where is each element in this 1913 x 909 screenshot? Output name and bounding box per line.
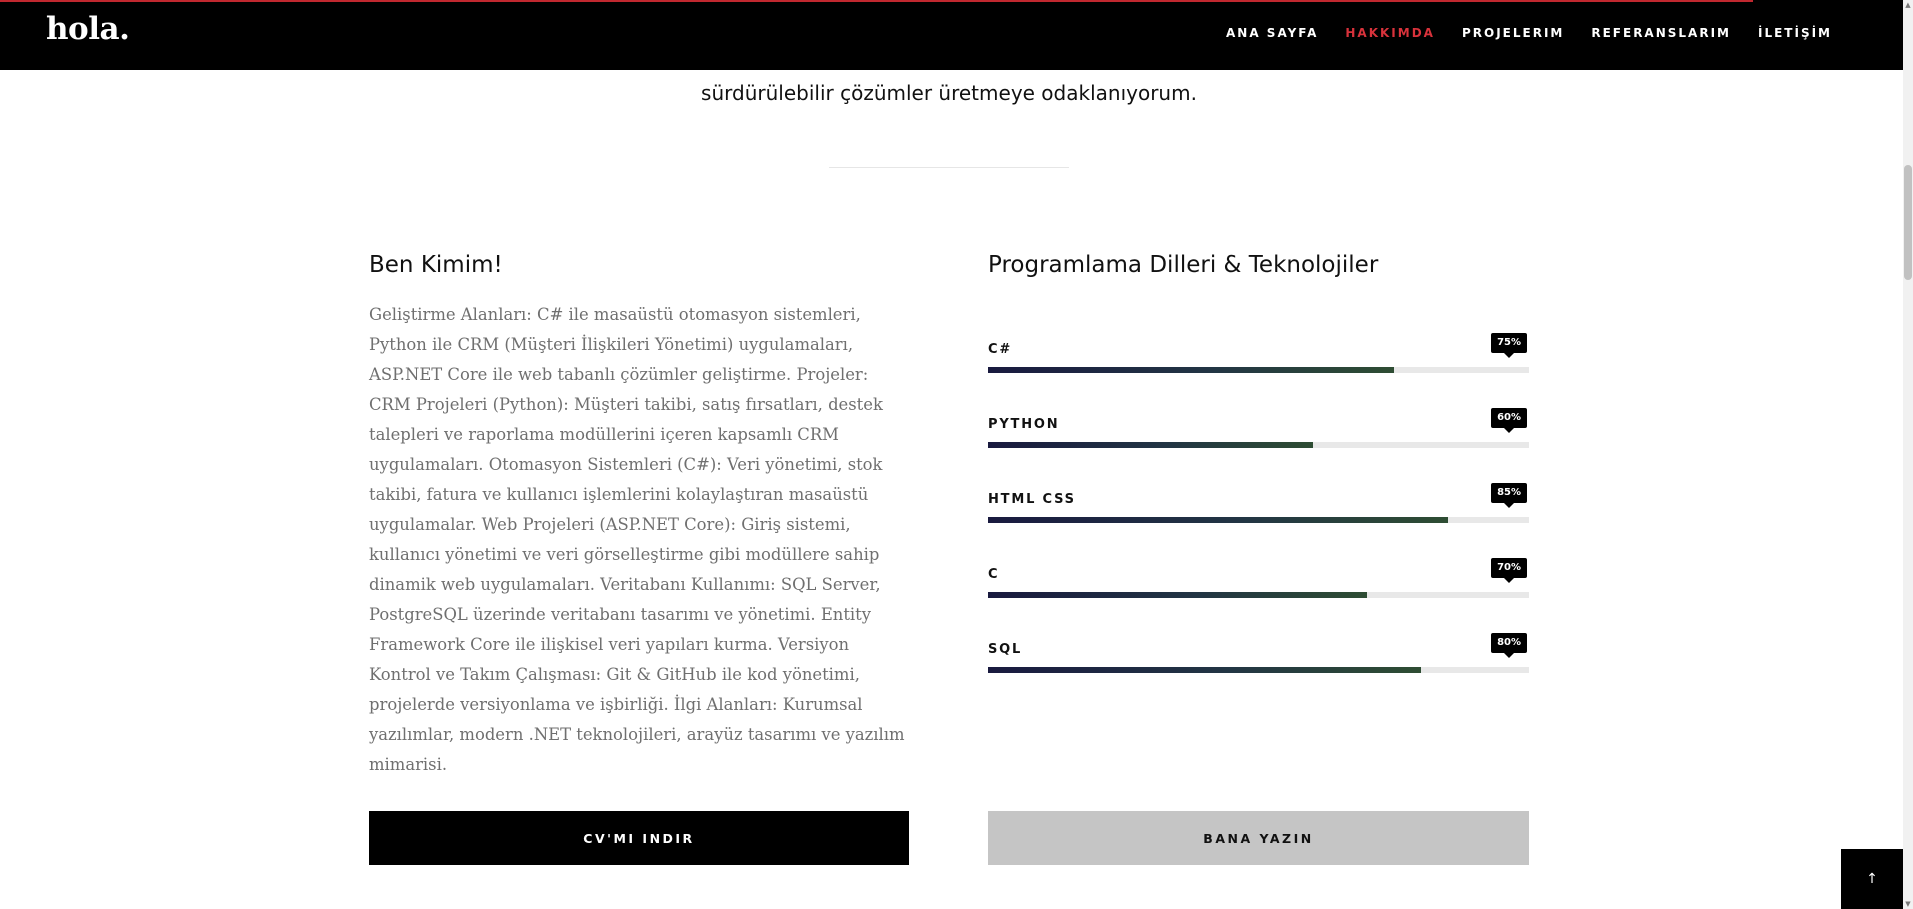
scroll-thumb[interactable] [1904,165,1912,280]
site-header [0,0,1903,70]
skill-item [988,428,1529,507]
nav-about[interactable]: HAKKIMDA [1345,26,1435,40]
arrow-up-icon: ↑ [1866,871,1878,887]
skill-name: PYTHON [988,417,1060,432]
skill-item [988,353,1529,432]
skill-name: HTML CSS [988,492,1076,507]
header-accent-line [0,0,1753,2]
skills-heading: Programlama Dilleri & Teknolojiler [988,252,1379,278]
skill-item [988,578,1529,657]
skill-progress-bar [988,667,1529,673]
skill-item [988,278,1529,357]
page-scrollbar[interactable] [1903,0,1913,909]
download-cv-button[interactable]: CV'MI INDIR [369,811,909,865]
about-section [369,252,909,780]
skill-item [988,503,1529,582]
about-bio: Geliştirme Alanları: C# ile masaüstü otomasyon sistemleri, Python ile CRM (Müşteri İlişkileri Yönetimi) uygulamaları, ASP.NET Core ile web tabanlı çözümler geliştirme. Projeler: CRM Projeleri (Python): Müşteri takibi, satış fırsatları, destek talepleri ve raporlama modüllerini içeren kapsamlı CRM uygulamaları. Otomasyon Sistemleri (C#): Veri yönetimi, stok takibi, fatura ve kullanıcı işlemlerini kolaylaştıran masaüstü uygulamalar. Web Projeleri (ASP.NET Core): Giriş sistemi, kullanıcı yönetimi ve veri görselleştirme gibi modüllere sahip dinamik web uygulamaları. Veritabanı Kullanımı: SQL Server, PostgreSQL üzerinde veritabanı tasarımı ve yönetimi. Entity Framework Core ile ilişkisel veri yapıları kurma. Versiyon Kontrol ve Takım Çalışması: Git & GitHub ile kod yönetimi, projelerde versiyonlama ve işbirliği. İlgi Alanları: Kurumsal yazılımlar, modern .NET teknolojileri, arayüz tasarımı ve yazılım mimarisi. [369,305,905,774]
skill-percent-badge: 75% [1491,333,1527,353]
skill-name: SQL [988,642,1023,657]
nav-references[interactable]: REFERANSLARIM [1591,26,1731,40]
skills-list [988,278,1529,657]
intro-text: sürdürülebilir çözümler üretmeye odaklanıyorum. [701,81,1197,105]
section-divider [829,167,1069,168]
skill-percent-badge: 70% [1491,558,1527,578]
skill-name: C [988,567,1000,582]
back-to-top-button[interactable] [1841,849,1903,909]
nav-home[interactable]: ANA SAYFA [1226,26,1319,40]
scroll-down-arrow-icon[interactable]: ▼ [1905,900,1911,908]
logo[interactable]: hola. [46,11,130,47]
scroll-up-arrow-icon[interactable]: ▲ [1905,1,1911,9]
skill-percent-badge: 80% [1491,633,1527,653]
contact-me-button[interactable]: BANA YAZIN [988,811,1529,865]
skill-progress-fill [988,667,1421,673]
skill-name: C# [988,342,1013,357]
skill-percent-badge: 85% [1491,483,1527,503]
skills-section [988,252,1529,657]
about-heading: Ben Kimim! [369,252,503,278]
nav-contact[interactable]: İLETİŞİM [1757,26,1832,40]
main-nav [1226,26,1832,40]
nav-projects[interactable]: PROJELERIM [1461,26,1565,40]
skill-percent-badge: 60% [1491,408,1527,428]
